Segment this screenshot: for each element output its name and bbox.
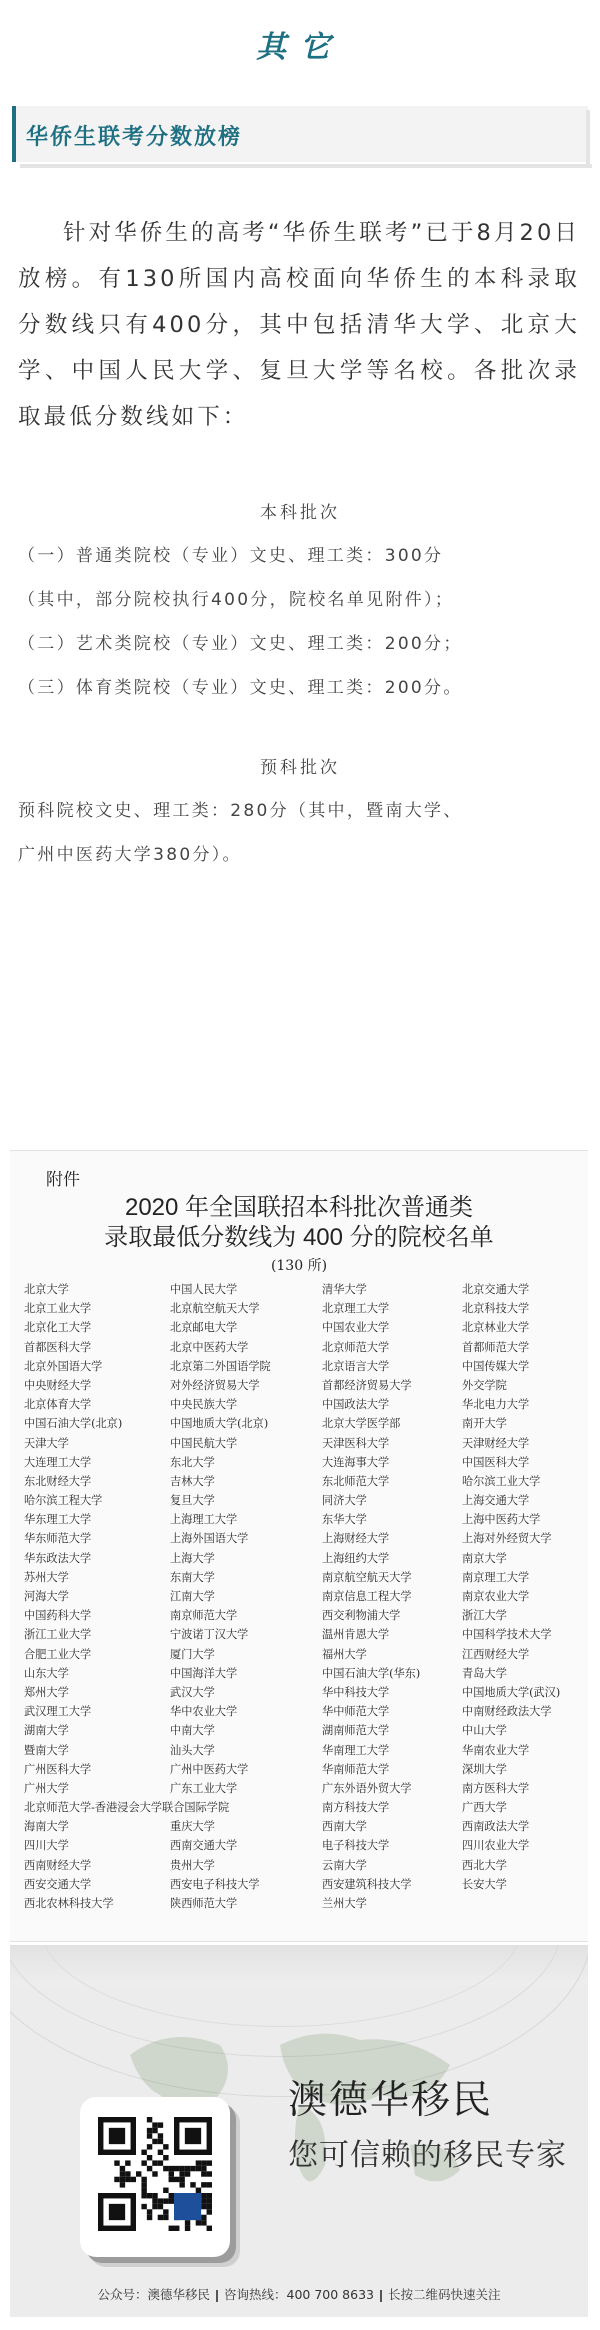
university-name: 北京科技大学 — [462, 1302, 530, 1316]
university-name: 长安大学 — [462, 1877, 507, 1891]
university-name: 上海对外经贸大学 — [462, 1532, 552, 1546]
undergrad-title: 本科批次 — [260, 503, 340, 523]
university-name: 北京化工大学 — [24, 1321, 92, 1335]
university-name: 大连理工大学 — [24, 1455, 92, 1469]
university-name: 西安建筑科技大学 — [322, 1877, 412, 1891]
university-name: 北京体育大学 — [24, 1398, 92, 1412]
university-name: 北京中医药大学 — [170, 1340, 249, 1354]
university-name: 华南农业大学 — [462, 1743, 530, 1757]
university-name: 合肥工业大学 — [24, 1647, 92, 1661]
university-name: 上海交通大学 — [462, 1494, 530, 1508]
university-name: 南京航空航天大学 — [322, 1570, 412, 1584]
university-name: 北京交通大学 — [462, 1283, 530, 1296]
university-name: 四川农业大学 — [462, 1839, 530, 1853]
undergrad-line: （二）艺术类院校（专业）文史、理工类：200分； — [18, 634, 463, 654]
university-name: 厦门大学 — [170, 1647, 215, 1661]
university-name: 北京邮电大学 — [170, 1321, 238, 1335]
university-list — [24, 1281, 584, 1914]
university-name: 郑州大学 — [24, 1685, 69, 1699]
university-name: 浙江工业大学 — [24, 1628, 92, 1642]
banner-footer — [10, 2285, 588, 2303]
university-name: 深圳大学 — [462, 1762, 507, 1776]
university-name: 东北师范大学 — [322, 1474, 390, 1488]
university-name: 广东工业大学 — [170, 1781, 238, 1795]
promo-banner — [10, 1945, 588, 2317]
undergrad-line: （一）普通类院校（专业）文史、理工类：300分 — [18, 546, 444, 566]
footer-wechat: 公众号：澳德华移民 — [97, 2287, 210, 2302]
prep-line: 预科院校文史、理工类：280分（其中，暨南大学、 — [18, 801, 463, 821]
university-name: 首都师范大学 — [462, 1340, 530, 1354]
university-name: 中南财经政法大学 — [462, 1705, 552, 1719]
university-name: 西安交通大学 — [24, 1877, 92, 1891]
university-name: 东北大学 — [170, 1455, 215, 1469]
university-name: 天津大学 — [24, 1436, 69, 1450]
university-name: 中国石油大学(北京) — [24, 1417, 123, 1431]
prep-title: 预科批次 — [260, 758, 340, 778]
brand-name: 澳德华移民 — [288, 2078, 494, 2123]
university-name: 贵州大学 — [170, 1858, 215, 1872]
university-name: 上海理工大学 — [170, 1513, 238, 1527]
university-name: 北京师范大学-香港浸会大学联合国际学院 — [24, 1801, 230, 1815]
university-name: 南京信息工程大学 — [322, 1590, 412, 1603]
university-name: 上海大学 — [170, 1551, 215, 1565]
university-name: 清华大学 — [322, 1283, 367, 1296]
university-name: 上海外国语大学 — [170, 1532, 249, 1546]
university-name: 中山大学 — [462, 1724, 507, 1738]
university-name: 首都医科大学 — [24, 1340, 92, 1354]
university-name: 宁波诺丁汉大学 — [170, 1628, 249, 1642]
qr-code-icon — [98, 2117, 212, 2231]
university-name: 北京大学 — [24, 1283, 69, 1296]
university-name: 武汉大学 — [170, 1685, 215, 1699]
university-name: 温州肯恩大学 — [322, 1628, 390, 1642]
undergrad-line: （其中，部分院校执行400分，院校名单见附件）； — [18, 590, 455, 610]
university-name: 南方科技大学 — [322, 1801, 390, 1815]
university-name: 南京师范大学 — [170, 1609, 238, 1623]
university-name: 中南大学 — [170, 1724, 215, 1738]
university-name: 同济大学 — [322, 1494, 367, 1508]
university-name: 广州医科大学 — [24, 1762, 92, 1776]
university-name: 南方医科大学 — [462, 1781, 530, 1795]
prep-line: 广州中医药大学380分）。 — [18, 845, 242, 865]
attachment-count: (130 所) — [270, 1258, 328, 1274]
attachment-scan — [10, 1150, 588, 1942]
university-name: 上海财经大学 — [322, 1532, 390, 1546]
university-name: 海南大学 — [24, 1820, 69, 1834]
university-name: 中央民族大学 — [170, 1398, 238, 1412]
page-header — [0, 0, 600, 88]
university-name: 中国药科大学 — [24, 1609, 92, 1623]
university-name: 上海纽约大学 — [322, 1551, 390, 1565]
university-name: 北京理工大学 — [322, 1302, 390, 1316]
university-name: 南京农业大学 — [462, 1590, 530, 1603]
qr-code[interactable] — [80, 2097, 230, 2257]
university-name: 北京航空航天大学 — [170, 1302, 260, 1316]
university-name: 中国人民大学 — [170, 1283, 238, 1296]
university-name: 天津财经大学 — [462, 1436, 530, 1450]
university-name: 四川大学 — [24, 1839, 69, 1853]
university-name: 北京语言大学 — [322, 1359, 390, 1373]
university-name: 西南大学 — [322, 1820, 367, 1834]
university-name: 上海中医药大学 — [462, 1513, 541, 1527]
university-name: 西北农林科技大学 — [24, 1897, 114, 1910]
university-name: 华南理工大学 — [322, 1743, 390, 1757]
section-title: 华侨生联考分数放榜 — [26, 125, 243, 150]
university-name: 西安电子科技大学 — [170, 1877, 260, 1891]
university-name: 北京外国语大学 — [24, 1359, 103, 1373]
university-name: 武汉理工大学 — [24, 1705, 92, 1719]
header-title: 其它 — [256, 30, 344, 65]
university-name: 山东大学 — [24, 1666, 69, 1680]
university-name — [170, 1799, 322, 1818]
university-name: 福州大学 — [322, 1647, 367, 1661]
university-name: 华中师范大学 — [322, 1705, 390, 1719]
university-name: 广东外语外贸大学 — [322, 1781, 412, 1795]
university-name: 华中科技大学 — [322, 1685, 390, 1699]
university-name: 中央财经大学 — [24, 1378, 92, 1392]
attachment-label: 附件 — [46, 1170, 80, 1190]
university-name: 浙江大学 — [462, 1609, 507, 1623]
university-name: 华北电力大学 — [462, 1398, 530, 1412]
university-name: 广西大学 — [462, 1801, 507, 1815]
university-name: 南京大学 — [462, 1551, 507, 1565]
university-name: 华东师范大学 — [24, 1532, 92, 1546]
university-name: 南开大学 — [462, 1417, 507, 1431]
intro-paragraph: 针对华侨生的高考“华侨生联考”已于8月20日放榜。有130所国内高校面向华侨生的本科录取分数线只有400分，其中包括清华大学、北京大学、中国人民大学、复旦大学等名校。各批次录取最低分数线如下： — [18, 220, 580, 430]
university-name: 兰州大学 — [322, 1897, 367, 1910]
university-name: 湖南大学 — [24, 1724, 69, 1738]
footer-hotline: 咨询热线：400 700 8633 — [224, 2287, 374, 2302]
university-name — [462, 1895, 584, 1914]
attachment-title-1: 2020 年全国联招本科批次普通类 — [124, 1194, 474, 1221]
university-name: 广州中医药大学 — [170, 1762, 249, 1776]
university-name: 电子科技大学 — [322, 1839, 390, 1853]
university-name: 华东理工大学 — [24, 1513, 92, 1527]
university-name: 南京理工大学 — [462, 1570, 530, 1584]
university-name: 中国政法大学 — [322, 1398, 390, 1412]
university-name: 哈尔滨工业大学 — [462, 1474, 541, 1488]
university-name: 中国地质大学(武汉) — [462, 1685, 561, 1699]
university-name: 哈尔滨工程大学 — [24, 1494, 103, 1508]
university-name: 对外经济贸易大学 — [170, 1378, 260, 1392]
university-name: 湖南师范大学 — [322, 1724, 390, 1738]
university-name: 北京大学医学部 — [322, 1417, 401, 1431]
section-heading — [12, 106, 588, 166]
university-name: 中国地质大学(北京) — [170, 1417, 269, 1431]
university-name: 东华大学 — [322, 1513, 367, 1527]
university-name: 广州大学 — [24, 1781, 69, 1795]
university-name: 外交学院 — [462, 1378, 507, 1392]
footer-hint: 长按二维码快速关注 — [387, 2287, 501, 2302]
university-name: 北京工业大学 — [24, 1302, 92, 1316]
university-name: 河海大学 — [24, 1590, 69, 1603]
university-name: 中国海洋大学 — [170, 1666, 238, 1680]
university-name: 天津医科大学 — [322, 1436, 390, 1450]
university-name: 中国医科大学 — [462, 1455, 530, 1469]
university-name: 苏州大学 — [24, 1570, 69, 1584]
university-name: 复旦大学 — [170, 1494, 215, 1508]
university-name: 西交利物浦大学 — [322, 1609, 401, 1623]
university-name: 首都经济贸易大学 — [322, 1378, 412, 1392]
university-name: 东北财经大学 — [24, 1474, 92, 1488]
university-name: 青岛大学 — [462, 1666, 507, 1680]
university-name: 东南大学 — [170, 1570, 215, 1584]
university-name: 中国石油大学(华东) — [322, 1666, 421, 1680]
university-name: 江南大学 — [170, 1590, 215, 1603]
brand-slogan: 您可信赖的移民专家 — [288, 2138, 567, 2173]
university-name: 云南大学 — [322, 1858, 367, 1872]
university-name: 重庆大学 — [170, 1820, 215, 1834]
university-name: 北京师范大学 — [322, 1340, 390, 1354]
university-name: 西北大学 — [462, 1858, 507, 1872]
university-name: 西南政法大学 — [462, 1820, 530, 1834]
university-name: 华中农业大学 — [170, 1705, 238, 1719]
university-name: 陕西师范大学 — [170, 1897, 238, 1910]
university-name: 汕头大学 — [170, 1743, 215, 1757]
university-name: 中国民航大学 — [170, 1436, 238, 1450]
university-name: 中国传媒大学 — [462, 1359, 530, 1373]
university-name: 北京第二外国语学院 — [170, 1359, 271, 1373]
university-name: 西南财经大学 — [24, 1858, 92, 1872]
attachment-title-2: 录取最低分数线为 400 分的院校名单 — [104, 1224, 494, 1251]
university-name: 华南师范大学 — [322, 1762, 390, 1776]
university-name: 大连海事大学 — [322, 1455, 390, 1469]
university-name: 北京林业大学 — [462, 1321, 530, 1335]
university-name: 华东政法大学 — [24, 1551, 92, 1565]
university-name: 吉林大学 — [170, 1474, 215, 1488]
university-name: 中国科学技术大学 — [462, 1628, 552, 1642]
undergrad-line: （三）体育类院校（专业）文史、理工类：200分。 — [18, 678, 463, 698]
university-name: 西南交通大学 — [170, 1839, 238, 1853]
university-name: 中国农业大学 — [322, 1321, 390, 1335]
university-name: 暨南大学 — [24, 1743, 69, 1757]
university-name: 江西财经大学 — [462, 1647, 530, 1661]
